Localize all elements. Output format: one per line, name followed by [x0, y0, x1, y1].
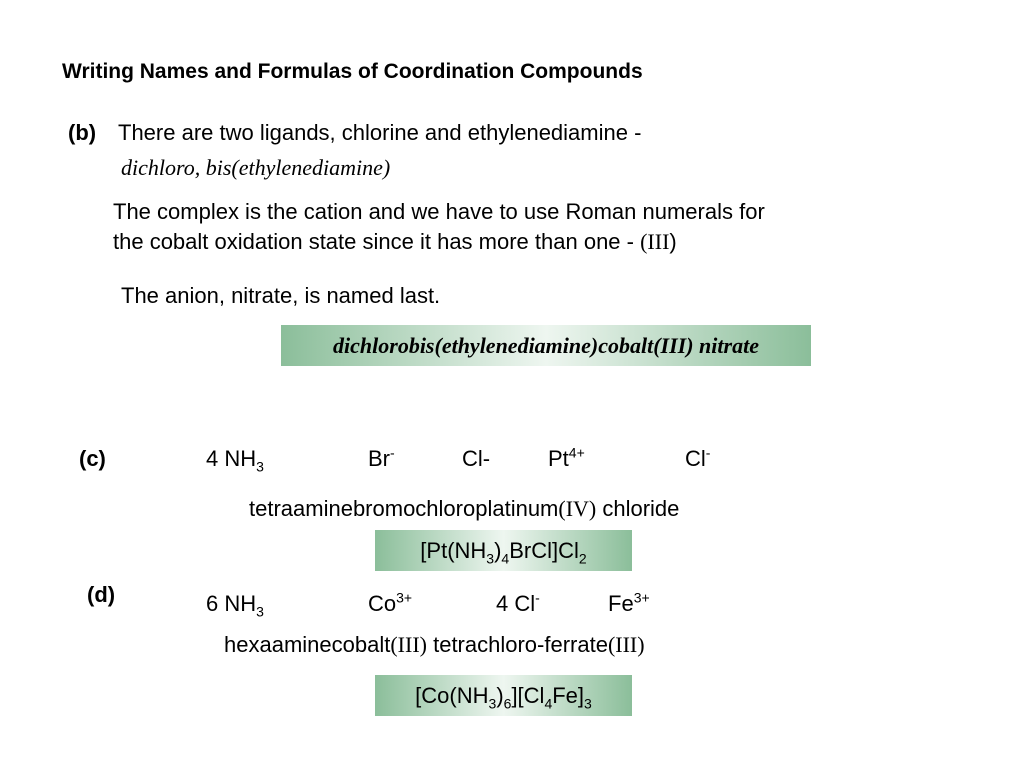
co-base: Co	[368, 591, 397, 616]
section-c-formula-box	[375, 530, 632, 571]
section-b-intro: There are two ligands, chlorine and ethylenediamine -	[118, 120, 642, 145]
roman-numeral: (III	[640, 229, 670, 254]
formula-part: [Co(NH	[415, 682, 489, 708]
section-d-nh3	[206, 591, 264, 620]
formula-part: )	[496, 682, 504, 708]
roman-numeral: (III)	[607, 632, 645, 657]
formula-sub: 3	[584, 694, 592, 711]
br-base: Br	[368, 446, 390, 471]
formula-sub: 3	[488, 694, 497, 711]
pt-sup: 4+	[568, 444, 585, 461]
cl-base: 4 Cl	[496, 591, 536, 616]
section-c-pt	[548, 446, 585, 472]
formula-part: ][Cl	[511, 682, 545, 708]
name-suffix: chloride	[596, 496, 680, 521]
formula-sub: 4	[501, 549, 510, 566]
cl-sup: -	[705, 444, 711, 461]
formula-sub: 2	[578, 549, 587, 566]
name-prefix: hexaaminecobalt	[224, 632, 391, 657]
section-c-br	[368, 446, 395, 472]
section-d-cl	[496, 591, 540, 617]
roman-numeral: (IV)	[558, 496, 597, 521]
paragraph-line-1: The complex is the cation and we have to use Roman numerals for	[113, 199, 765, 224]
section-d-formula	[415, 683, 592, 709]
formula-sub: 3	[486, 549, 495, 566]
section-b-ligand-names: dichloro, bis(ethylenediamine)	[121, 155, 391, 180]
nh3-sub: 3	[256, 458, 264, 475]
section-b-answer-box	[281, 325, 811, 366]
formula-part: [Pt(NH	[420, 537, 487, 563]
section-c-nh3	[206, 446, 264, 475]
name-prefix: tetraaminebromochloroplatinum	[249, 496, 559, 521]
section-c-cl: Cl-	[462, 446, 491, 471]
name-middle: tetrachloro-ferrate	[426, 632, 608, 657]
paragraph-line-2-text: the cobalt oxidation state since it has more than one -	[113, 229, 641, 254]
page-title: Writing Names and Formulas of Coordination Compounds	[62, 60, 643, 83]
section-d-co	[368, 591, 412, 617]
section-c-cl-counterion	[685, 446, 710, 472]
fe-sup: 3+	[633, 589, 650, 606]
nh3-base: 4 NH	[206, 446, 257, 471]
fe-base: Fe	[608, 591, 634, 616]
formula-sub: 6	[503, 694, 512, 711]
section-b-label: (b)	[68, 120, 97, 145]
paragraph-line-2	[113, 227, 765, 257]
section-d-fe	[608, 591, 650, 617]
section-d-compound-name	[224, 632, 645, 658]
formula-part: Fe]	[552, 682, 585, 708]
nh3-sub: 3	[256, 603, 264, 620]
section-b-anion-paragraph: The anion, nitrate, is named last.	[121, 283, 441, 308]
cl-base: Cl	[685, 446, 706, 471]
section-b-cation-paragraph	[113, 197, 765, 257]
formula-part: )	[494, 537, 502, 563]
co-sup: 3+	[396, 589, 413, 606]
section-d-formula-box	[375, 675, 632, 716]
roman-numeral: (III)	[390, 632, 427, 657]
section-c-label: (c)	[79, 446, 106, 471]
cl-sup: -	[535, 589, 540, 606]
formula-part: BrCl]Cl	[509, 537, 579, 563]
section-c-formula	[420, 538, 586, 564]
formula-sub: 4	[544, 694, 553, 711]
pt-base: Pt	[548, 446, 569, 471]
section-b-answer: dichlorobis(ethylenediamine)cobalt(III) nitrate	[333, 332, 759, 358]
closing-paren: )	[669, 229, 677, 254]
nh3-base: 6 NH	[206, 591, 257, 616]
section-d-label: (d)	[87, 582, 116, 607]
section-c-compound-name	[249, 496, 679, 522]
br-sup: -	[390, 444, 395, 461]
